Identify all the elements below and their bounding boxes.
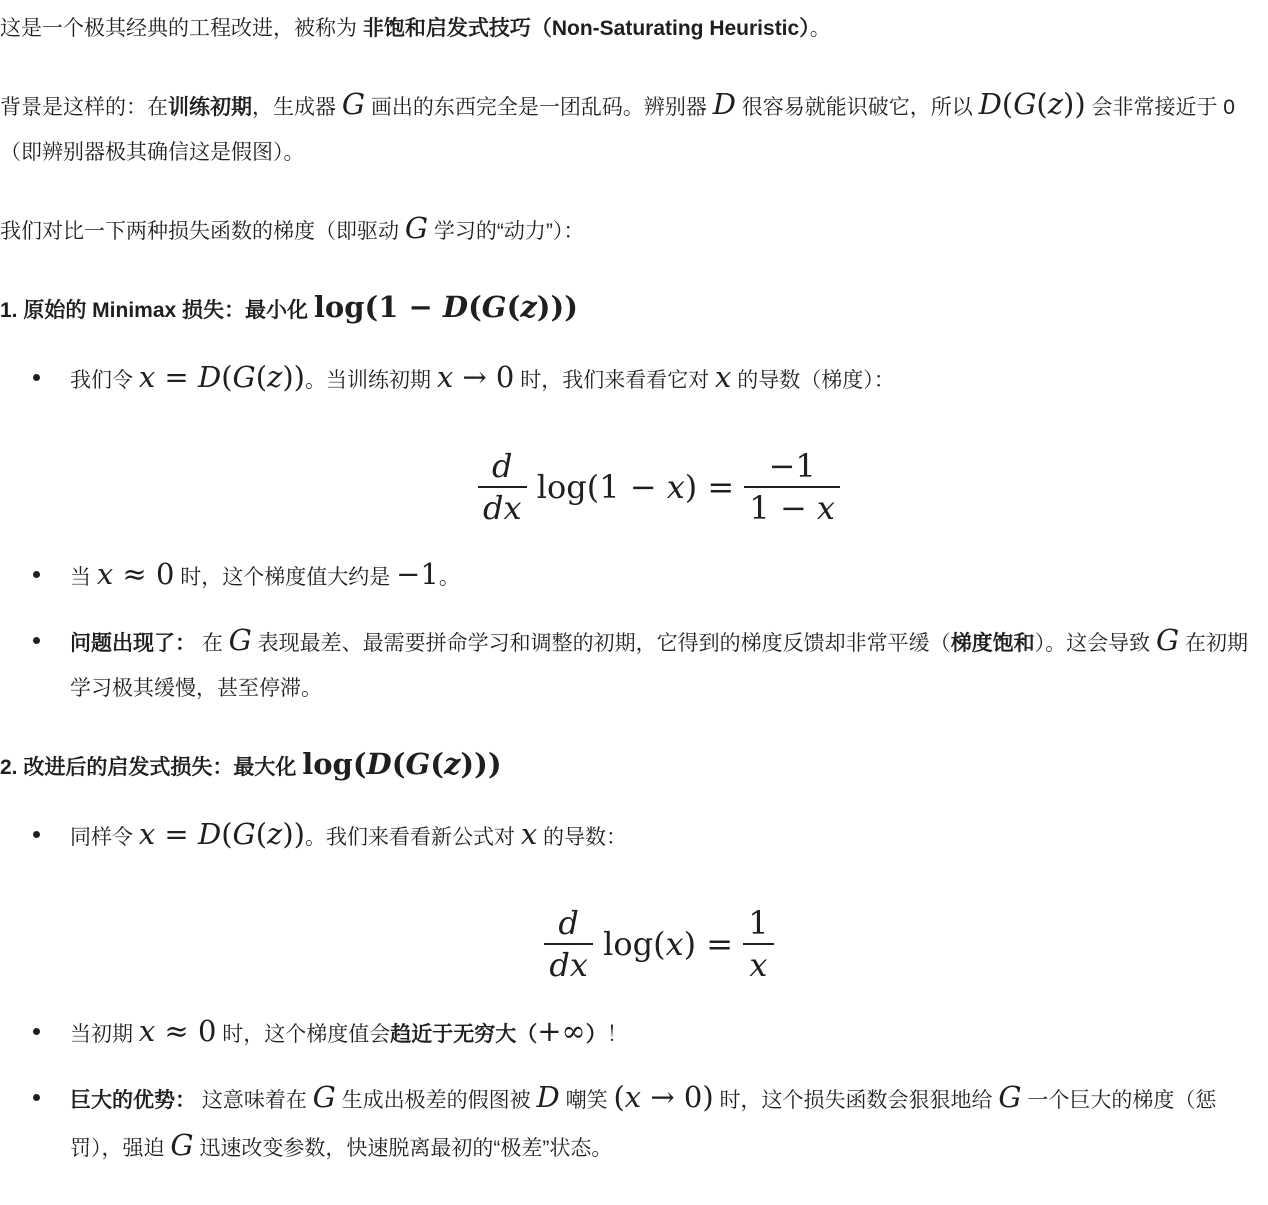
math-run: x bbox=[138, 1014, 156, 1048]
math-run: log( bbox=[302, 747, 367, 781]
text-run: 。 bbox=[809, 17, 831, 40]
text-run: 当初期 bbox=[70, 1023, 139, 1046]
math-run: z bbox=[1047, 87, 1063, 121]
math-run: z bbox=[520, 290, 537, 324]
math-run: G bbox=[228, 623, 252, 657]
math-run: ( bbox=[613, 1080, 625, 1114]
fraction-denominator bbox=[478, 488, 527, 528]
list-item bbox=[0, 1009, 1268, 1057]
bold-run: 趋近于无穷大 bbox=[390, 1023, 517, 1046]
bullet-icon bbox=[33, 637, 40, 644]
text-run: 背景是这样的：在 bbox=[0, 96, 168, 119]
math-run: x bbox=[624, 1080, 642, 1114]
math-run: ( bbox=[221, 817, 233, 851]
text-run: 时，这个损失函数会狠狠地给 bbox=[713, 1089, 999, 1112]
math-run: x bbox=[715, 360, 732, 394]
math-run: D bbox=[366, 747, 392, 781]
math-run: ( bbox=[1036, 87, 1048, 121]
fraction bbox=[544, 903, 593, 985]
heading-heuristic-loss bbox=[0, 742, 1268, 790]
math-run: G bbox=[481, 290, 507, 324]
text-run: 学习的“动力”）： bbox=[428, 220, 585, 243]
math-run: log(1 − bbox=[526, 468, 667, 506]
math-run: −1 bbox=[396, 557, 439, 591]
math-run: ≈ 0 bbox=[155, 1014, 217, 1048]
math-run: D bbox=[197, 817, 222, 851]
math-run: = bbox=[155, 817, 198, 851]
math-run: D bbox=[442, 290, 469, 324]
bold-run: 梯度饱和 bbox=[950, 632, 1035, 655]
formula-heuristic-gradient bbox=[70, 903, 1268, 985]
fraction-denominator bbox=[544, 945, 593, 985]
text-run: 在初期学习极其缓慢，甚至停滞。 bbox=[70, 632, 1249, 700]
bullet-list-heuristic bbox=[0, 812, 1268, 1171]
fraction-numerator bbox=[487, 446, 517, 486]
math-run: x bbox=[503, 489, 522, 527]
bold-run: ） bbox=[585, 1023, 607, 1046]
fraction-numerator bbox=[743, 903, 773, 943]
math-run: z bbox=[267, 817, 283, 851]
math-run: G bbox=[232, 817, 256, 851]
math-run: x bbox=[138, 817, 156, 851]
text-run: 同样令 bbox=[70, 826, 139, 849]
math-run: x bbox=[749, 946, 768, 984]
math-run: ) = bbox=[684, 468, 745, 506]
math-run: ≈ 0 bbox=[113, 557, 175, 591]
fraction-numerator bbox=[553, 903, 583, 943]
fraction-denominator bbox=[744, 945, 772, 985]
fraction bbox=[744, 446, 840, 528]
list-item bbox=[0, 618, 1268, 711]
math-run: ( bbox=[468, 290, 482, 324]
bold-run: （ bbox=[516, 1023, 538, 1046]
math-run: )) bbox=[282, 360, 305, 394]
text-run: 时，这个梯度值大约是 bbox=[174, 566, 397, 589]
text-run: 一个巨大的梯度（惩罚），强迫 bbox=[70, 1089, 1217, 1160]
text-run: 的导数： bbox=[537, 826, 628, 849]
list-item bbox=[0, 552, 1268, 600]
math-segment bbox=[593, 924, 743, 964]
math-run: D bbox=[197, 360, 222, 394]
math-run: z bbox=[267, 360, 283, 394]
paragraph-intro bbox=[0, 6, 1268, 51]
math-run: +∞ bbox=[537, 1014, 586, 1048]
text-run: 很容易就能识破它，所以 bbox=[735, 96, 979, 119]
math-run: ( bbox=[221, 360, 233, 394]
text-run: 我们令 bbox=[70, 369, 139, 392]
math-segment bbox=[527, 467, 745, 507]
math-run: x bbox=[96, 557, 114, 591]
math-run: x bbox=[666, 468, 685, 506]
math-run: x bbox=[520, 817, 538, 851]
text-run: 的导数（梯度）： bbox=[731, 369, 895, 392]
math-run: d bbox=[549, 946, 570, 984]
math-run: −1 bbox=[768, 447, 816, 485]
math-run: ( bbox=[391, 747, 406, 781]
text-run: 。 bbox=[438, 566, 460, 589]
math-run: )) bbox=[282, 817, 305, 851]
math-run: G bbox=[312, 1080, 336, 1114]
math-run: ( bbox=[430, 747, 444, 781]
text-run: 表现最差、最需要拼命学习和调整的初期，它得到的梯度反馈却非常平缓（ bbox=[251, 632, 951, 655]
math-run: d bbox=[483, 489, 504, 527]
text-run: ）。这会导致 bbox=[1034, 632, 1157, 655]
math-run: G bbox=[232, 360, 256, 394]
math-run: ) = bbox=[683, 925, 744, 963]
text-run: 我们对比一下两种损失函数的梯度（即驱动 bbox=[0, 220, 405, 243]
bold-run: 非饱和启发式技巧（Non-Saturating Heuristic） bbox=[362, 17, 810, 40]
text-run: ，生成器 bbox=[252, 96, 342, 119]
text-run: 时，这个梯度值会 bbox=[216, 1023, 391, 1046]
math-run: x bbox=[665, 925, 684, 963]
math-run: = bbox=[155, 360, 198, 394]
text-run: 在 bbox=[196, 632, 229, 655]
fraction bbox=[478, 446, 527, 528]
text-run: 这意味着在 bbox=[196, 1089, 313, 1112]
math-run: z bbox=[443, 747, 461, 781]
bold-run: 问题出现了： bbox=[70, 632, 196, 655]
bullet-list-minimax bbox=[0, 355, 1268, 711]
math-run: ( bbox=[255, 817, 268, 851]
fraction-numerator bbox=[764, 446, 821, 486]
math-run: G bbox=[998, 1080, 1022, 1114]
list-item bbox=[0, 1075, 1268, 1171]
math-run: d bbox=[492, 447, 513, 485]
bullet-icon bbox=[33, 831, 40, 838]
list-item bbox=[0, 355, 1268, 528]
math-run: d bbox=[558, 904, 579, 942]
math-run: G bbox=[1013, 87, 1037, 121]
math-run: )) bbox=[1063, 87, 1086, 121]
math-run: → 0) bbox=[641, 1080, 714, 1114]
math-run: ( bbox=[1001, 87, 1014, 121]
text-run: 会非常接近于 0（即辨别器极其确信这是假图）。 bbox=[0, 96, 1235, 164]
bullet-icon bbox=[33, 374, 40, 381]
math-run: log( bbox=[592, 925, 666, 963]
paragraph-background bbox=[0, 82, 1268, 175]
bold-run: 巨大的优势： bbox=[70, 1089, 196, 1112]
math-run: G bbox=[341, 87, 366, 121]
math-run: D bbox=[978, 87, 1002, 121]
math-run: 1 − bbox=[749, 489, 817, 527]
paragraph-compare bbox=[0, 206, 1268, 254]
fraction-denominator bbox=[744, 488, 840, 528]
math-run: G bbox=[1156, 623, 1180, 657]
text-run: 这是一个极其经典的工程改进，被称为 bbox=[0, 17, 363, 40]
text-run: 嘲笑 bbox=[559, 1089, 614, 1112]
math-run: x bbox=[436, 360, 454, 394]
bold-run: 1. 原始的 Minimax 损失：最小化 bbox=[0, 299, 314, 322]
math-run: D bbox=[712, 87, 736, 121]
bullet-icon bbox=[33, 571, 40, 578]
formula-minimax-gradient bbox=[70, 446, 1268, 528]
text-run: 迅速改变参数，快速脱离最初的“极差”状态。 bbox=[193, 1137, 613, 1160]
text-run: 画出的东西完全是一团乱码。辨别器 bbox=[365, 96, 713, 119]
text-run: 。我们来看看新公式对 bbox=[304, 826, 521, 849]
math-run: → 0 bbox=[453, 360, 515, 394]
heading-minimax-loss bbox=[0, 285, 1268, 333]
text-run: ！ bbox=[606, 1023, 628, 1046]
math-run: x bbox=[569, 946, 588, 984]
math-run: x bbox=[138, 360, 156, 394]
math-run: D bbox=[536, 1080, 560, 1114]
text-run: 时，我们来看看它对 bbox=[514, 369, 716, 392]
math-run: 1 bbox=[748, 904, 769, 942]
text-run: 当 bbox=[70, 566, 97, 589]
math-run: G bbox=[170, 1128, 194, 1162]
math-run: ))) bbox=[536, 290, 578, 324]
math-run: G bbox=[404, 211, 429, 245]
math-run: log(1 − bbox=[313, 290, 443, 324]
math-run: G bbox=[405, 747, 431, 781]
bullet-icon bbox=[33, 1094, 40, 1101]
list-item bbox=[0, 812, 1268, 985]
text-run: 。当训练初期 bbox=[304, 369, 437, 392]
math-run: x bbox=[816, 489, 835, 527]
fraction bbox=[743, 903, 773, 985]
math-run: ( bbox=[255, 360, 268, 394]
bullet-icon bbox=[33, 1028, 40, 1035]
text-run: 生成出极差的假图被 bbox=[335, 1089, 537, 1112]
math-run: ( bbox=[506, 290, 521, 324]
bold-run: 2. 改进后的启发式损失：最大化 bbox=[0, 756, 303, 779]
math-run: ))) bbox=[460, 747, 502, 781]
bold-run: 训练初期 bbox=[168, 96, 252, 119]
